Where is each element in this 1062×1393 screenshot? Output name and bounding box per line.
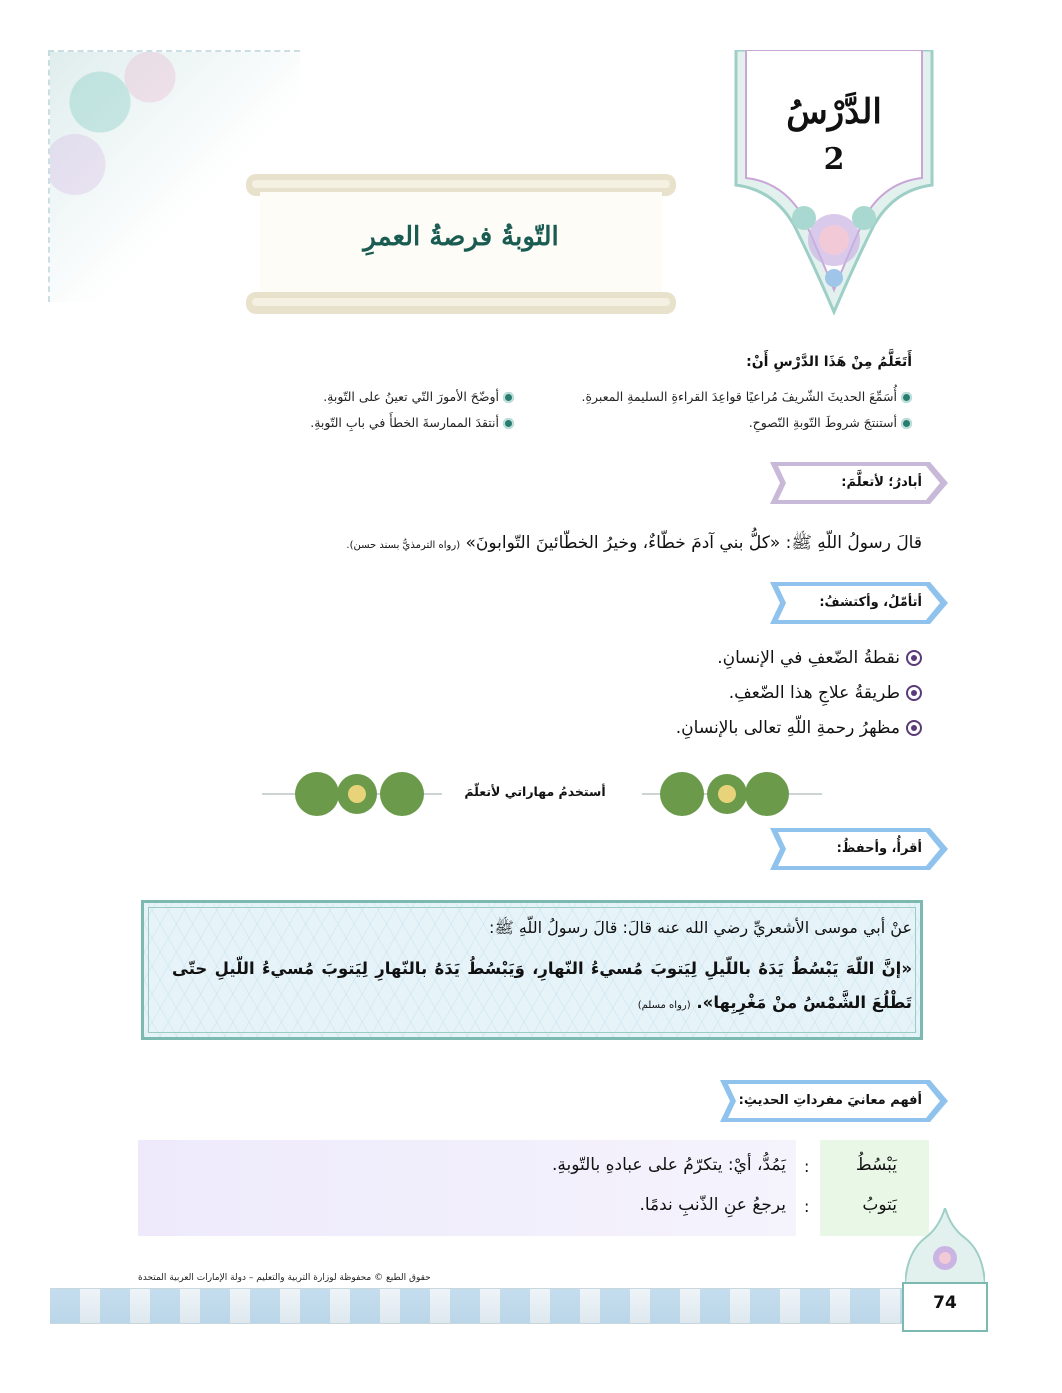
flower-bullet-icon [901, 418, 912, 429]
section-label-understand: أفهم معانيَ مفرداتِ الحديثِ: [738, 1093, 922, 1108]
section-label-read: أقرأُ، وأحفظُ: [836, 841, 922, 856]
vocab-separator: : [804, 1197, 810, 1216]
vocab-word: يَبْسُطُ [855, 1155, 897, 1175]
copyright: حقوق الطبع © محفوظة لوزارة التربية والتعليم – دولة الإمارات العربية المتحدة [138, 1273, 431, 1283]
section-label-reflect: أتأمّلُ، وأكتشفُ: [819, 595, 922, 610]
reflect-item: نقطةُ الضّعفِ في الإنسانِ. [717, 648, 922, 668]
opening-hadith: قالَ رسولُ اللّهِ ﷺ: «كلُّ بني آدمَ خطّاءٌ، وخيرُ الخطّائينَ التّوابونَ» (رواه الترمذيُّ بسند حسن). [346, 533, 922, 553]
page-number: 74 [933, 1293, 957, 1313]
hadith-intro: عنْ أبي موسى الأشعريِّ رضي الله عنه قالَ: قالَ رسولُ اللّهِ ﷺ: [489, 918, 912, 937]
section-label-initiate: أبادرُ؛ لأتعلَّمَ: [841, 475, 922, 490]
skills-banner-label: أستخدمُ مهاراتي لأتعلّمَ [464, 784, 606, 799]
hadith-text: «إنَّ اللّهَ يَبْسُطُ يَدَهُ باللّيلِ لِيَتوبَ مُسيءُ النّهارِ، وَيَبْسُطُ يَدَهُ بالنّهارِ لِيَتوبَ مُسيءُ اللّيلِ حتّى تَطْلُعَ الشَّمْسُ منْ مَغْرِبِها». (رواه مسلم) [172, 959, 912, 1012]
hadith-source: (رواه الترمذيُّ بسند حسن). [346, 540, 461, 551]
objectives-heading: أَتَعَلَّمُ مِنْ هَذَا الدَّرْسِ أَنْ: [746, 354, 912, 370]
objective-item: أستنتجَ شروطَ التّوبةِ النّصوحِ. [749, 415, 912, 430]
lesson-number: 2 [823, 142, 845, 177]
target-bullet-icon [906, 650, 922, 666]
objective-item: أوضّحَ الأمورَ التّي تعينُ على التّوبةِ. [323, 389, 514, 404]
flower-bullet-icon [901, 392, 912, 403]
lesson-title: التّوبةُ فرصةُ العمرِ [363, 222, 559, 252]
vocab-meaning: يَمُدُّ، أيْ: يتكرّمُ على عبادهِ بالتّوبةِ. [551, 1155, 786, 1175]
footer-band [50, 1288, 910, 1324]
vocab-word: يَتوبُ [862, 1195, 897, 1215]
vocab-meaning: يرجعُ عنِ الذّنبِ ندمًا. [639, 1195, 786, 1215]
hadith-source: (رواه مسلم) [637, 1000, 691, 1011]
target-bullet-icon [906, 685, 922, 701]
reflect-item: طريقةُ علاجِ هذا الضّعفِ. [729, 683, 922, 703]
objective-item: أُسَمِّعَ الحديثَ الشّريفَ مُراعيًا قواعِدَ القراءةِ السليمةِ المعبرةِ. [582, 389, 913, 404]
lesson-banner [734, 50, 934, 320]
reflect-item: مظهرُ رحمةِ اللّهِ تعالى بالإنسانِ. [676, 718, 922, 738]
flower-bullet-icon [503, 392, 514, 403]
flower-bullet-icon [503, 418, 514, 429]
lesson-label: الدَّرْسُ [786, 92, 882, 132]
objective-item: أنتقدَ الممارسةَ الخطأَ في بابِ التّوبةِ. [310, 415, 514, 430]
target-bullet-icon [906, 720, 922, 736]
footer-ornament [905, 1208, 985, 1284]
vocab-separator: : [804, 1157, 810, 1176]
